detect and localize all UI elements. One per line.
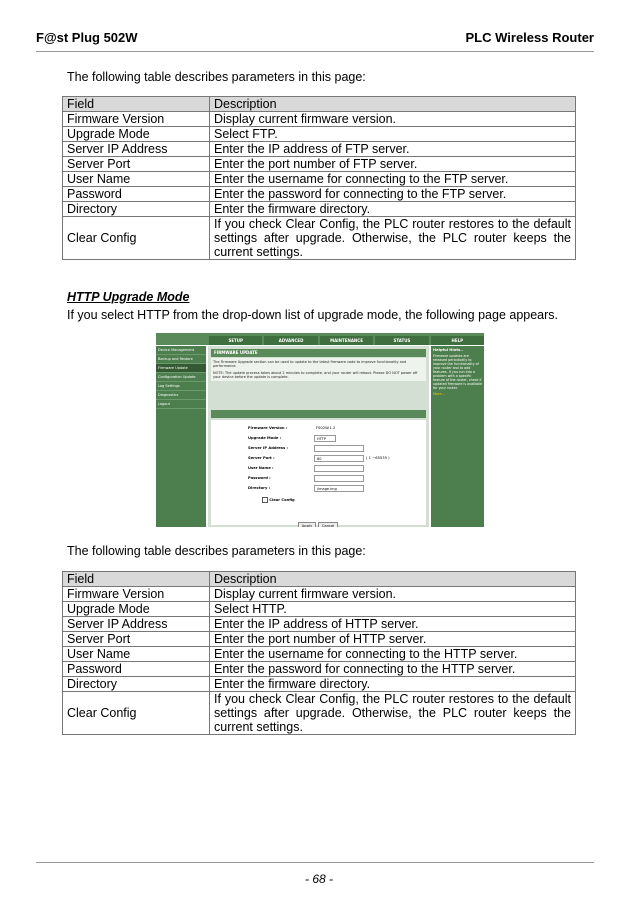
table-header-row	[63, 572, 576, 587]
header-product: F@st Plug 502W	[36, 30, 138, 45]
cancel-button[interactable]: Cancel	[318, 522, 338, 527]
description-cell: If you check Clear Config, the PLC router restores to the default settings after upgrade. Otherwise, the PLC router keeps the current settings.	[210, 692, 576, 735]
description-cell: Display current firmware version.	[210, 587, 576, 602]
description-cell: Enter the username for connecting to the HTTP server.	[210, 647, 576, 662]
help-panel	[431, 346, 484, 527]
table-row	[63, 632, 576, 647]
description-cell: Enter the port number of HTTP server.	[210, 632, 576, 647]
tab-status[interactable]: STATUS	[375, 336, 428, 345]
table-row	[63, 202, 576, 217]
description-cell: Enter the IP address of FTP server.	[210, 142, 576, 157]
intro-text: The following table describes parameters in this page:	[67, 70, 366, 84]
description-cell: Enter the port number of FTP server.	[210, 157, 576, 172]
field-cell: Server IP Address	[63, 617, 210, 632]
field-cell: User Name	[63, 647, 210, 662]
section-bar	[211, 410, 426, 418]
table-row	[63, 602, 576, 617]
section-heading: HTTP Upgrade Mode	[67, 290, 190, 304]
field-cell: Clear Config	[63, 217, 210, 260]
description-cell: Display current firmware version.	[210, 112, 576, 127]
http-parameter-table	[62, 571, 576, 735]
help-text: Firmware updates are released periodically to improve the functionality of your router and to add features. If you run into a problem with a specific feature of the router, check if updated firmware is available for your router.	[433, 354, 482, 390]
server-port-label: Server Port :	[248, 456, 275, 460]
table-row	[63, 112, 576, 127]
ftp-parameter-table	[62, 96, 576, 260]
table-row	[63, 662, 576, 677]
page-number: - 68 -	[304, 872, 333, 886]
tab-advanced[interactable]: ADVANCED	[264, 336, 317, 345]
intro-text-2: The following table describes parameters in this page:	[67, 544, 366, 558]
field-cell: Server Port	[63, 632, 210, 647]
description-cell: Enter the username for connecting to the FTP server.	[210, 172, 576, 187]
field-cell: Server IP Address	[63, 142, 210, 157]
server-ip-label: Server IP Address :	[248, 446, 288, 450]
field-cell: Server Port	[63, 157, 210, 172]
table-row	[63, 187, 576, 202]
field-cell: Directory	[63, 677, 210, 692]
field-cell: Directory	[63, 202, 210, 217]
panel-text: The Firmware Upgrade section can be used to update to the latest firmware code to improve functionality and performance.	[213, 360, 407, 368]
firmware-version-label: Firmware Version :	[248, 426, 288, 430]
main-panel	[208, 346, 429, 527]
description-cell: Enter the IP address of HTTP server.	[210, 617, 576, 632]
server-port-input[interactable]: 80	[314, 455, 364, 462]
upgrade-mode-label: Upgrade Mode :	[248, 436, 282, 440]
tab-help[interactable]: HELP	[431, 336, 484, 345]
tab-setup[interactable]: SETUP	[209, 336, 262, 345]
field-cell: Password	[63, 187, 210, 202]
upgrade-mode-select[interactable]: HTTP	[314, 435, 336, 442]
field-cell: Firmware Version	[63, 112, 210, 127]
firmware-version-value: FS02W.1.2	[316, 426, 336, 430]
user-name-input[interactable]	[314, 465, 364, 472]
field-cell: Upgrade Mode	[63, 602, 210, 617]
footer-divider	[36, 862, 594, 863]
clear-config-label: Clear Config	[269, 498, 295, 502]
description-cell: Select HTTP.	[210, 602, 576, 617]
sidebar-item[interactable]: Backup and Restore	[156, 355, 206, 364]
panel-description	[211, 358, 426, 381]
description-cell: Enter the firmware directory.	[210, 677, 576, 692]
field-cell: Password	[63, 662, 210, 677]
description-cell: If you check Clear Config, the PLC router restores to the default settings after upgrade. Otherwise, the PLC router keeps the current settings.	[210, 217, 576, 260]
description-cell: Select FTP.	[210, 127, 576, 142]
table-row	[63, 142, 576, 157]
table-row	[63, 617, 576, 632]
clear-config-checkbox[interactable]	[262, 497, 295, 503]
header-category: PLC Wireless Router	[465, 30, 594, 45]
table-row	[63, 127, 576, 142]
header-divider	[36, 51, 594, 52]
field-cell: Clear Config	[63, 692, 210, 735]
password-input[interactable]	[314, 475, 364, 482]
password-label: Password :	[248, 476, 271, 480]
help-more-link[interactable]: More...	[433, 392, 446, 396]
header-cell: Field	[63, 572, 210, 587]
server-ip-input[interactable]	[314, 445, 364, 452]
table-row	[63, 157, 576, 172]
router-ui-screenshot	[156, 333, 484, 527]
table-row	[63, 172, 576, 187]
header-cell: Description	[210, 97, 576, 112]
checkbox-icon[interactable]	[262, 497, 268, 503]
directory-input[interactable]: /image.img	[314, 485, 364, 492]
header-cell: Description	[210, 572, 576, 587]
panel-note: NOTE: The update process takes about 2 minutes to complete, and your router will reboot. Please DO NOT power off your device before the update is complete.	[213, 371, 418, 379]
sidebar-item[interactable]: Logout	[156, 400, 206, 409]
table-header-row	[63, 97, 576, 112]
help-title: Helpful Hints..	[433, 348, 464, 352]
table-row	[63, 677, 576, 692]
section-text: If you select HTTP from the drop-down list of upgrade mode, the following page appears.	[67, 308, 559, 322]
table-row	[63, 587, 576, 602]
sidebar-item[interactable]: Device Management	[156, 346, 206, 355]
directory-label: Directory :	[248, 486, 271, 490]
description-cell: Enter the password for connecting to the HTTP server.	[210, 662, 576, 677]
user-name-label: User Name :	[248, 466, 274, 470]
field-cell: User Name	[63, 172, 210, 187]
sidebar-item[interactable]: Log Settings	[156, 382, 206, 391]
table-row	[63, 217, 576, 260]
field-cell: Upgrade Mode	[63, 127, 210, 142]
description-cell: Enter the firmware directory.	[210, 202, 576, 217]
sidebar	[156, 346, 206, 527]
sidebar-item[interactable]: Firmware Update	[156, 364, 206, 373]
tab-maintenance[interactable]: MAINTENANCE	[320, 336, 373, 345]
table-row	[63, 692, 576, 735]
sidebar-item[interactable]: Configuration Update	[156, 373, 206, 382]
apply-button[interactable]: Apply	[298, 522, 316, 527]
description-cell: Enter the password for connecting to the FTP server.	[210, 187, 576, 202]
header-cell: Field	[63, 97, 210, 112]
table-row	[63, 647, 576, 662]
server-port-hint: ( 1 ~65535 )	[366, 456, 390, 460]
field-cell: Firmware Version	[63, 587, 210, 602]
sidebar-item[interactable]: Diagnostics	[156, 391, 206, 400]
panel-title: FIRMWARE UPDATE	[211, 349, 426, 357]
tab-bar	[209, 336, 484, 345]
